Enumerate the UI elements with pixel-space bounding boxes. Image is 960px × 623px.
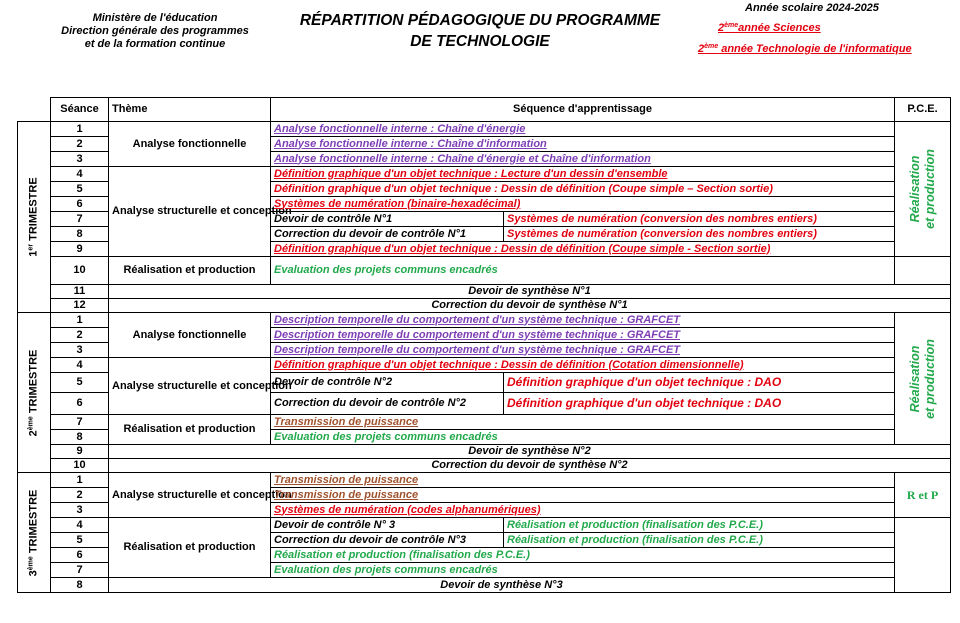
- table-row: [18, 459, 951, 473]
- seance-number: 9: [51, 445, 109, 459]
- col-sequence: Séquence d'apprentissage: [271, 98, 895, 122]
- trimester-3: [18, 473, 51, 593]
- col-theme: Thème: [109, 98, 271, 122]
- seance-number: 1: [51, 122, 109, 137]
- t1-label: TRIMESTRE: [27, 177, 40, 244]
- title-line-1: RÉPARTITION PÉDAGOGIQUE DU PROGRAMME: [299, 12, 661, 29]
- sequence-cell: Evaluation des projets communs encadrés: [271, 430, 895, 445]
- t3-label: TRIMESTRE: [27, 489, 40, 556]
- seance-number: 5: [51, 373, 109, 393]
- sequence-cell: Description temporelle du comportement d'un système technique : GRAFCET: [271, 313, 895, 328]
- table-row: [18, 122, 951, 137]
- seance-number: 5: [51, 182, 109, 197]
- seance-number: 6: [51, 393, 109, 415]
- t2-number: 2: [27, 429, 40, 436]
- seance-number: 5: [51, 533, 109, 548]
- pce-short: R et P: [906, 487, 939, 502]
- table-row: [18, 285, 951, 299]
- theme-realisation: Réalisation et production: [109, 257, 271, 285]
- pce-line1: Réalisation: [907, 345, 922, 412]
- direction-line: Direction générale des programmes: [61, 25, 249, 37]
- sequence-cell: Définition graphique d'un objet technique : Dessin de définition (Coupe simple – Section sortie): [271, 182, 895, 197]
- sequence-cell: Description temporelle du comportement d'un système technique : GRAFCET: [271, 328, 895, 343]
- seance-number: 1: [51, 473, 109, 488]
- theme-realisation: Réalisation et production: [109, 518, 271, 578]
- class2-text: année Technologie de l'informatique: [718, 43, 912, 55]
- t2-sup: ème: [27, 415, 35, 430]
- pce-line1: Réalisation: [907, 155, 922, 223]
- t3-number: 3: [27, 569, 40, 576]
- theme-analyse-structurelle: Analyse structurelle et conception: [109, 473, 271, 518]
- seance-number: 3: [51, 503, 109, 518]
- seance-number: 6: [51, 548, 109, 563]
- seance-number: 2: [51, 488, 109, 503]
- table-row: [18, 358, 951, 373]
- seance-number: 8: [51, 227, 109, 242]
- synthese-cell: Devoir de synthèse N°1: [109, 285, 951, 299]
- title-line-2: DE TECHNOLOGIE: [410, 33, 550, 50]
- sequence-cell: Définition graphique d'un objet technique : Dessin de définition (Coupe simple - Section sortie): [271, 242, 895, 257]
- table-row: [18, 313, 951, 328]
- theme-analyse-fonctionnelle: Analyse fonctionnelle: [109, 313, 271, 358]
- ministry-block: [30, 12, 280, 51]
- sequence-cell: Définition graphique d'un objet technique : Dessin de définition (Cotation dimensionnelle): [271, 358, 895, 373]
- corner-cell: [18, 98, 51, 122]
- seance-number: 10: [51, 257, 109, 285]
- pce-line2: et production: [922, 149, 937, 229]
- header-row: [18, 98, 951, 122]
- table-row: [18, 415, 951, 430]
- sequence-cell: Réalisation et production (finalisation des P.C.E.): [504, 518, 895, 533]
- sequence-cell: Analyse fonctionnelle interne : Chaîne d'énergie: [271, 122, 895, 137]
- seance-number: 3: [51, 152, 109, 167]
- trimester-1: [18, 122, 51, 313]
- seance-number: 4: [51, 358, 109, 373]
- seance-number: 3: [51, 343, 109, 358]
- seance-number: 7: [51, 415, 109, 430]
- seance-number: 6: [51, 197, 109, 212]
- col-pce: P.C.E.: [895, 98, 951, 122]
- sequence-cell: Evaluation des projets communs encadrés: [271, 563, 895, 578]
- seance-number: 4: [51, 167, 109, 182]
- seance-number: 8: [51, 430, 109, 445]
- devoir-cell: Correction du devoir de contrôle N°2: [271, 393, 504, 415]
- synthese-cell: Correction du devoir de synthèse N°1: [109, 299, 951, 313]
- devoir-cell: Devoir de contrôle N°2: [271, 373, 504, 393]
- seance-number: 4: [51, 518, 109, 533]
- trimester-2: [18, 313, 51, 473]
- sequence-cell: Systèmes de numération (conversion des nombres entiers): [504, 227, 895, 242]
- sequence-cell: Evaluation des projets communs encadrés: [271, 257, 895, 285]
- sequence-cell: Analyse fonctionnelle interne : Chaîne d'information: [271, 137, 895, 152]
- sequence-cell: Systèmes de numération (binaire-hexadécimal): [271, 197, 895, 212]
- seance-number: 8: [51, 578, 109, 593]
- class2-number: 2: [698, 43, 705, 55]
- ministry-line: Ministère de l'éducation: [92, 12, 218, 24]
- sequence-cell: Analyse fonctionnelle interne : Chaîne d'énergie et Chaîne d'information: [271, 152, 895, 167]
- class1-text: année Sciences: [738, 22, 821, 34]
- seance-number: 10: [51, 459, 109, 473]
- devoir-cell: Devoir de contrôle N°1: [271, 212, 504, 227]
- table-row: [18, 473, 951, 488]
- seance-number: 1: [51, 313, 109, 328]
- sequence-cell: Réalisation et production (finalisation des P.C.E.): [504, 533, 895, 548]
- sequence-cell: Définition graphique d'un objet technique : Lecture d'un dessin d'ensemble: [271, 167, 895, 182]
- devoir-cell: Devoir de contrôle N° 3: [271, 518, 504, 533]
- pce-cell-t3: [895, 473, 951, 518]
- class1-sup: ème: [724, 22, 739, 29]
- class-informatique: [698, 43, 912, 55]
- sequence-cell: Description temporelle du comportement d'un système technique : GRAFCET: [271, 343, 895, 358]
- table-row: [18, 518, 951, 533]
- document-title: [275, 10, 685, 52]
- sequence-cell: Réalisation et production (finalisation des P.C.E.): [271, 548, 895, 563]
- school-year: Année scolaire 2024-2025: [745, 2, 879, 14]
- table-row: [18, 299, 951, 313]
- class1-number: 2: [718, 22, 725, 34]
- program-table: [17, 97, 951, 593]
- sequence-cell: Définition graphique d'un objet technique : DAO: [504, 393, 895, 415]
- sequence-cell: Transmission de puissance: [271, 488, 895, 503]
- pce-cell-t1: [895, 122, 951, 257]
- seance-number: 9: [51, 242, 109, 257]
- t1-sup: er: [27, 243, 35, 251]
- t3-sup: ème: [27, 555, 35, 570]
- sequence-cell: Définition graphique d'un objet technique : DAO: [504, 373, 895, 393]
- theme-analyse-structurelle: Analyse structurelle et conception: [109, 358, 271, 415]
- seance-number: 12: [51, 299, 109, 313]
- seance-number: 2: [51, 137, 109, 152]
- seance-number: 11: [51, 285, 109, 299]
- class-sciences: [718, 22, 821, 34]
- theme-analyse-fonctionnelle: Analyse fonctionnelle: [109, 122, 271, 167]
- synthese-cell: Devoir de synthèse N°2: [109, 445, 951, 459]
- pce-empty: [895, 257, 951, 285]
- sequence-cell: Transmission de puissance: [271, 473, 895, 488]
- pce-empty: [895, 518, 951, 593]
- pce-cell-t2: [895, 313, 951, 445]
- table-row: [18, 578, 951, 593]
- class2-sup: ème: [704, 43, 719, 50]
- theme-realisation: Réalisation et production: [109, 415, 271, 445]
- seance-number: 7: [51, 563, 109, 578]
- theme-analyse-structurelle: Analyse structurelle et conception: [109, 167, 271, 257]
- seance-number: 2: [51, 328, 109, 343]
- table-row: [18, 257, 951, 285]
- table-row: [18, 167, 951, 182]
- sequence-cell: Systèmes de numération (codes alphanumériques): [271, 503, 895, 518]
- col-seance: Séance: [51, 98, 109, 122]
- synthese-cell: Devoir de synthèse N°3: [109, 578, 895, 593]
- pce-line2: et production: [922, 338, 937, 419]
- devoir-cell: Correction du devoir de contrôle N°1: [271, 227, 504, 242]
- formation-line: et de la formation continue: [84, 38, 226, 50]
- sequence-cell: Systèmes de numération (conversion des nombres entiers): [504, 212, 895, 227]
- devoir-cell: Correction du devoir de contrôle N°3: [271, 533, 504, 548]
- sequence-cell: Transmission de puissance: [271, 415, 895, 430]
- t1-number: 1: [27, 250, 40, 257]
- synthese-cell: Correction du devoir de synthèse N°2: [109, 459, 951, 473]
- seance-number: 7: [51, 212, 109, 227]
- t2-label: TRIMESTRE: [27, 349, 40, 416]
- table-row: [18, 445, 951, 459]
